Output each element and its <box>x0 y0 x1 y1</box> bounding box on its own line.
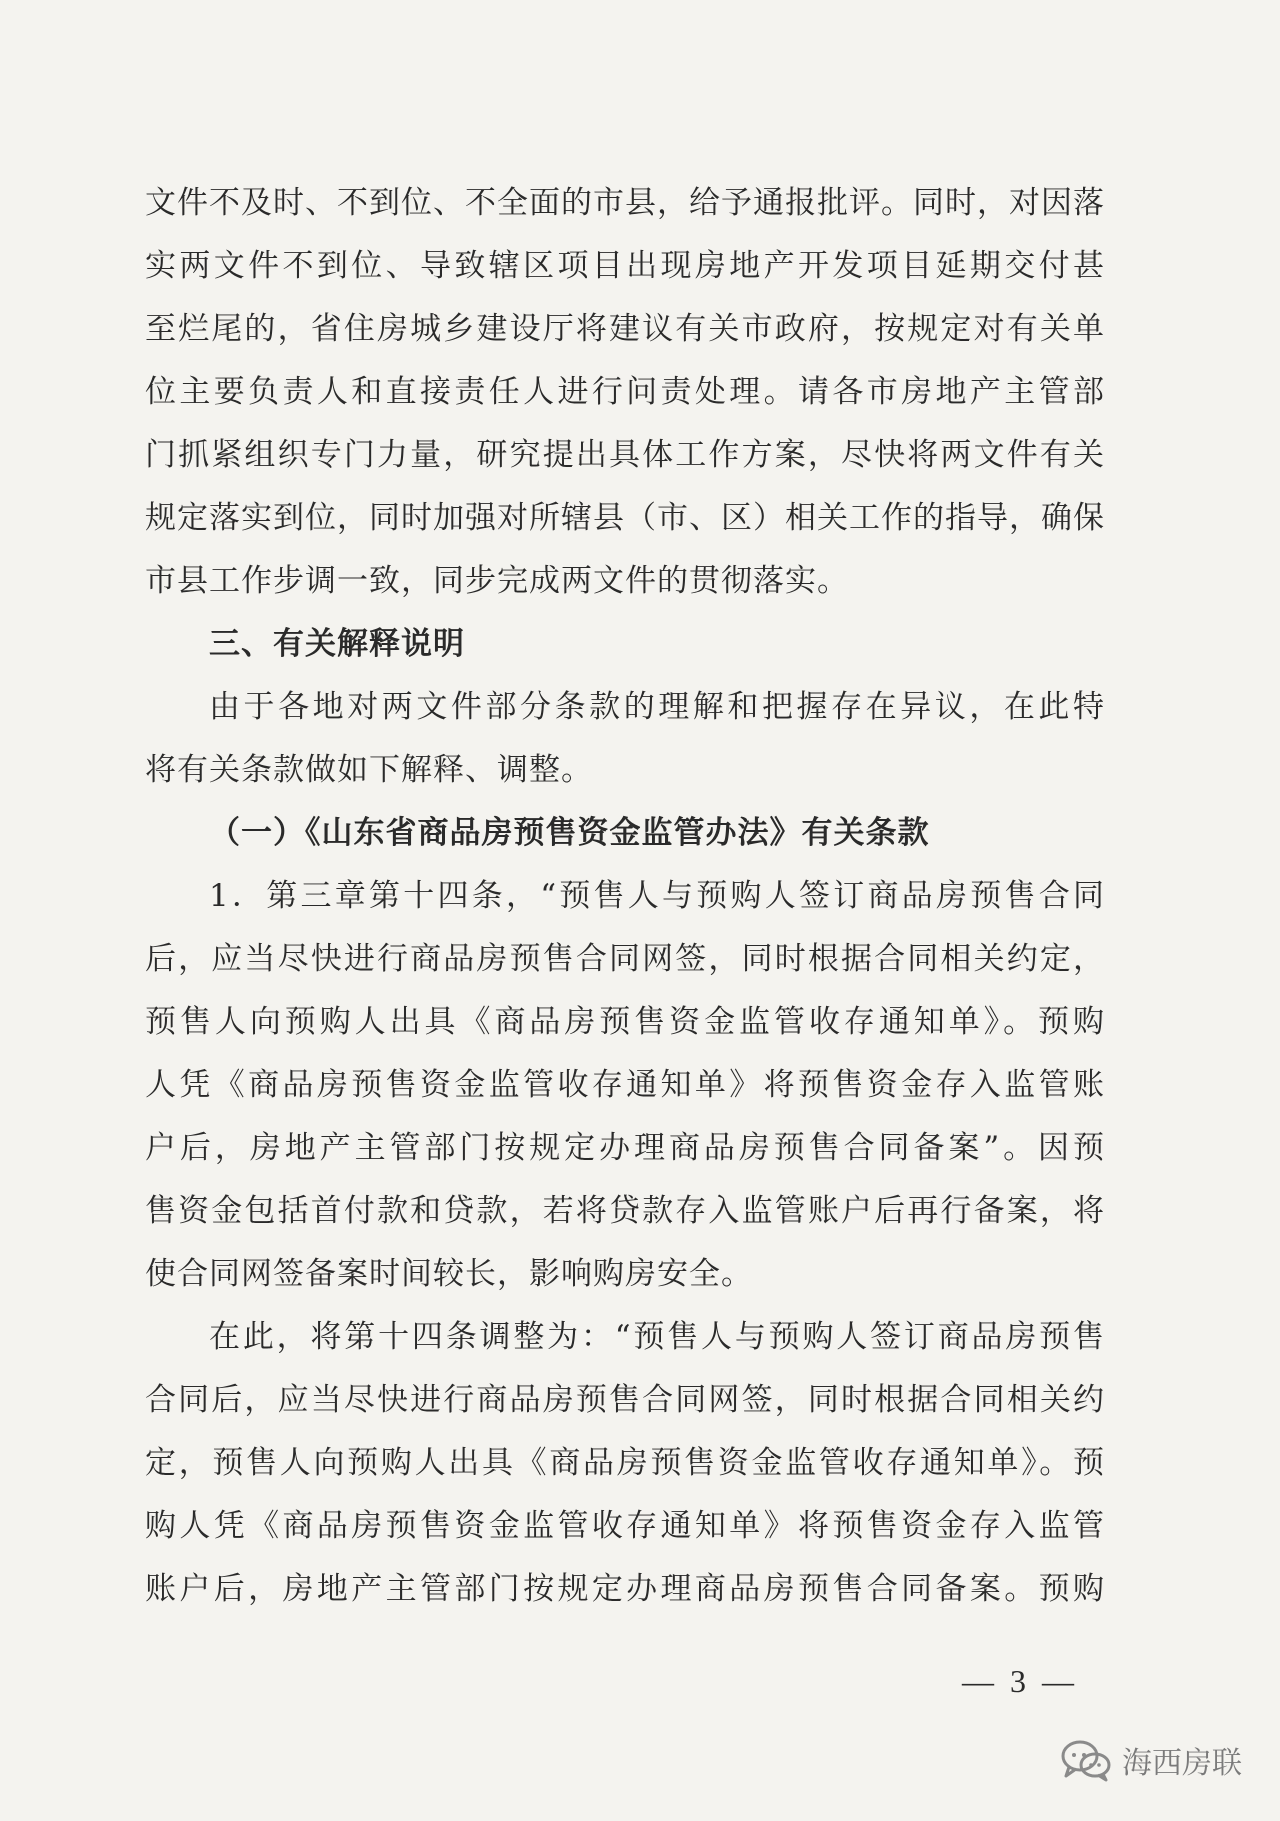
text-line: 合同后，应当尽快进行商品房预售合同网签，同时根据合同相关约 <box>145 1382 1105 1418</box>
text-line: 由于各地对两文件部分条款的理解和把握存在异议，在此特 <box>209 689 1105 725</box>
text-line: 规定落实到位，同时加强对所辖县（市、区）相关工作的指导，确保 <box>145 500 1105 536</box>
text-line: 位主要负责人和直接责任人进行问责处理。请各市房地产主管部 <box>145 374 1105 410</box>
body-text <box>145 172 1105 1621</box>
text-line: 户后，房地产主管部门按规定办理商品房预售合同备案”。因预 <box>145 1130 1105 1166</box>
text-line: 使合同网签备案时间较长，影响购房安全。 <box>145 1256 753 1292</box>
text-line: 账户后，房地产主管部门按规定办理商品房预售合同备案。预购 <box>145 1571 1105 1607</box>
text-line: 在此，将第十四条调整为：“预售人与预购人签订商品房预售 <box>209 1319 1105 1355</box>
section-heading: 三、有关解释说明 <box>209 626 465 662</box>
page-number: — 3 — <box>962 1663 1078 1699</box>
watermark <box>1060 1738 1242 1782</box>
text-line: 预售人向预购人出具《商品房预售资金监管收存通知单》。预购 <box>145 1004 1105 1040</box>
text-line: 实两文件不到位、导致辖区项目出现房地产开发项目延期交付甚 <box>145 248 1105 284</box>
text-line: 定，预售人向预购人出具《商品房预售资金监管收存通知单》。预 <box>145 1445 1105 1481</box>
text-line: 文件不及时、不到位、不全面的市县，给予通报批评。同时，对因落 <box>145 185 1105 221</box>
text-line: 市县工作步调一致，同步完成两文件的贯彻落实。 <box>145 563 849 599</box>
text-line: 售资金包括首付款和贷款，若将贷款存入监管账户后再行备案，将 <box>145 1193 1105 1229</box>
text-line: 人凭《商品房预售资金监管收存通知单》将预售资金存入监管账 <box>145 1067 1105 1103</box>
subsection-heading: （一）《山东省商品房预售资金监管办法》有关条款 <box>209 815 930 851</box>
text-line: 1．第三章第十四条，“预售人与预购人签订商品房预售合同 <box>209 878 1105 914</box>
text-line: 购人凭《商品房预售资金监管收存通知单》将预售资金存入监管 <box>145 1508 1105 1544</box>
text-line: 后，应当尽快进行商品房预售合同网签，同时根据合同相关约定， <box>145 941 1105 977</box>
chat-bubbles-icon <box>1060 1738 1112 1782</box>
text-line: 门抓紧组织专门力量，研究提出具体工作方案，尽快将两文件有关 <box>145 437 1105 473</box>
watermark-text: 海西房联 <box>1122 1746 1242 1781</box>
text-line: 将有关条款做如下解释、调整。 <box>145 752 593 788</box>
text-line: 至烂尾的，省住房城乡建设厅将建议有关市政府，按规定对有关单 <box>145 311 1105 347</box>
